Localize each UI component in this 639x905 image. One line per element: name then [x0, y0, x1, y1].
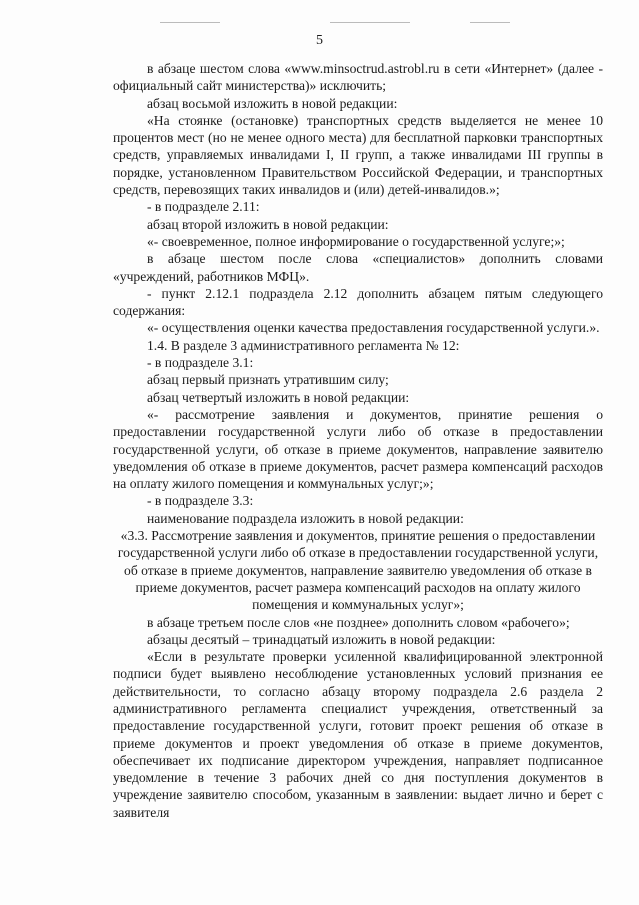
paragraph: абзац восьмой изложить в новой редакции:: [147, 95, 398, 111]
paragraph: в абзаце шестом после слова «специалистов» дополнить словами «учреждений, работников МФЦ».: [113, 251, 603, 284]
paragraph: абзацы десятый – тринадцатый изложить в новой редакции:: [147, 631, 496, 647]
paragraph: «- рассмотрение заявления и документов, принятие решения о предоставлении государственной услуги либо об отказе в предоставлении государственной услуги, об отказе в приеме документов, направление заявителю уведомления об отказе в приеме документов, расчет размера компенсаций расходов на оплату жилого помещения и коммунальных услуг;»;: [113, 406, 603, 492]
paragraph: - пункт 2.12.1 подраздела 2.12 дополнить абзацем пятым следующего содержания:: [113, 285, 603, 319]
paragraph: «На стоянке (остановке) транспортных средств выделяется не менее 10 процентов мест (но не менее одного места) для бесплатной парковки транспортных средств, управляемых инвалидами I, II групп, а также инвалидами III группы в порядке, установленном Правительством Российской Федерации, и транспортных средств, перевозящих таких инвалидов и (или) детей-инвалидов.»;: [113, 112, 603, 198]
paragraph: абзац четвертый изложить в новой редакции:: [147, 389, 410, 405]
paragraph: 1.4. В разделе 3 административного регламента № 12:: [147, 337, 460, 353]
paragraph: наименование подраздела изложить в новой редакции:: [147, 510, 464, 526]
paragraph: «3.3. Рассмотрение заявления и документов, принятие решения о предоставлении государственной услуги либо об отказе в предоставлении государственной услуги, об отказе в приеме документов, направление заявителю уведомления об отказе в приеме документов, расчет размера компенсаций расходов на оплату жилого помещения и коммунальных услуг»;: [117, 528, 599, 613]
paragraph: в абзаце третьем после слов «не позднее» дополнить словом «рабочего»;: [147, 614, 570, 630]
paragraph: - в подразделе 2.11:: [147, 199, 260, 215]
page-number: 5: [316, 33, 323, 48]
document-body: [113, 60, 603, 821]
paragraph: - в подразделе 3.1:: [147, 355, 254, 371]
scan-artifact: [160, 22, 220, 23]
paragraph: «- своевременное, полное информирование о государственной услуге;»;: [147, 233, 565, 249]
paragraph: - в подразделе 3.3:: [147, 493, 254, 509]
paragraph: «Если в результате проверки усиленной квалифицированной электронной подписи будет выявлено несоблюдение установленных условий признания ее действительности, то согласно абзацу второму подраздела 2.6 раздела 2 административного регламента специалист учреждения, ответственный за предоставление государственной услуги, готовит проект решения об отказе в приеме документов и проект уведомления об отказе в приеме документов, обеспечивает их подписание директором учреждения, направляет подписанное уведомление в течение 3 рабочих дней со дня поступления документов в учреждение заявителю способом, указанным в заявлении: выдает лично и берет с заявителя: [113, 649, 603, 820]
scan-artifact: [330, 22, 410, 23]
paragraph: абзац второй изложить в новой редакции:: [147, 216, 389, 232]
paragraph: абзац первый признать утратившим силу;: [147, 372, 389, 388]
paragraph: «- осуществления оценки качества предоставления государственной услуги.».: [147, 320, 600, 336]
scan-artifact: [470, 22, 510, 23]
paragraph: в абзаце шестом слова «www.minsoctrud.astrobl.ru в сети «Интернет» (далее - официальный сайт министерства)» исключить;: [113, 61, 603, 94]
